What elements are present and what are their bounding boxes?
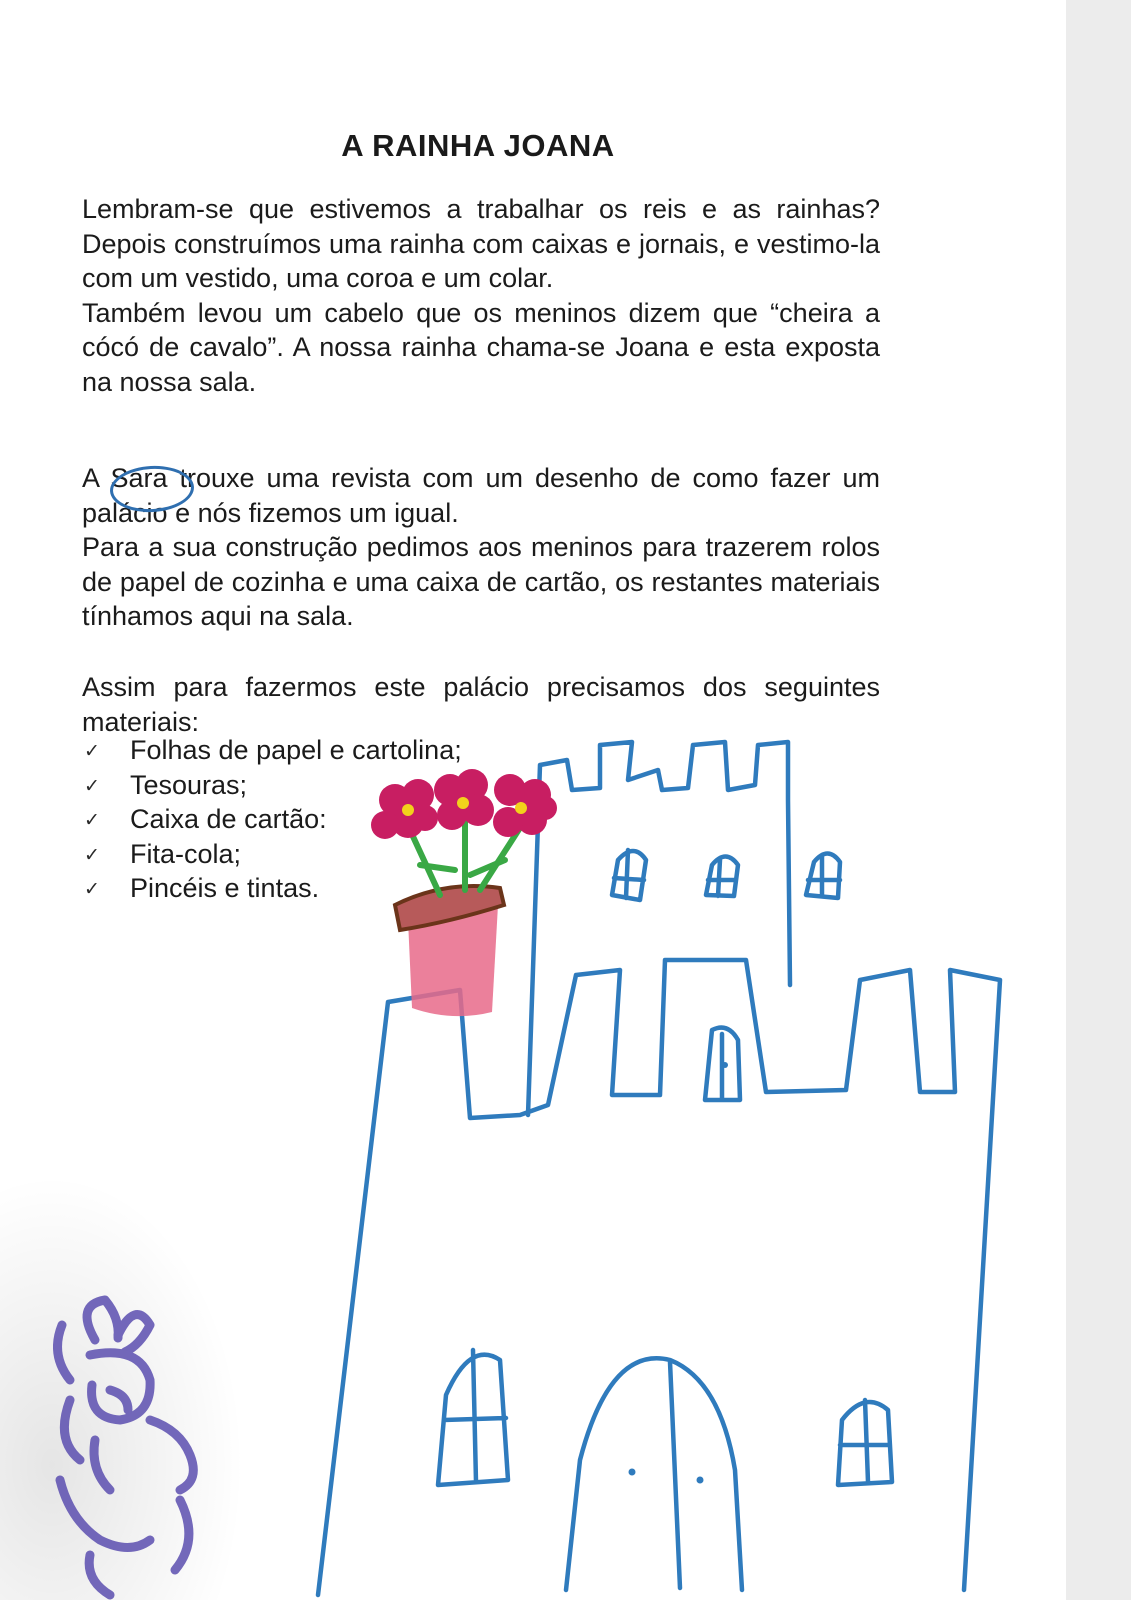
list-item-label: Pincéis e tintas. (130, 873, 320, 903)
main-keep-outline (318, 960, 1000, 1595)
flower-pot-drawing (371, 769, 557, 1016)
upper-window-left (612, 850, 646, 900)
check-icon: ✓ (84, 844, 100, 866)
lower-window-right (838, 1400, 892, 1485)
check-icon: ✓ (84, 810, 100, 831)
paragraph-palace-start: A (82, 463, 111, 493)
page-title-text: A RAINHA JOANA (341, 128, 615, 163)
list-item-label: Fita-cola; (130, 838, 242, 869)
door-knobs (629, 1062, 729, 1484)
list-item-label: Caixa de cartão: (130, 804, 327, 834)
highlighted-name: Sara (110, 463, 168, 493)
list-item-label: Folhas de papel e cartolina; (130, 735, 462, 765)
upper-window-right (806, 854, 840, 899)
check-icon: ✓ (84, 879, 100, 900)
upper-tower-outline (528, 742, 790, 1115)
paragraph-materials-intro: Assim para fazermos este palácio precisamos dos seguintes materiais: (82, 672, 880, 737)
castle-drawing (318, 742, 1000, 1595)
upper-window-mid (706, 857, 738, 897)
check-icon: ✓ (84, 775, 100, 797)
purple-figure-drawing (58, 1300, 194, 1595)
list-item-label: Tesouras; (130, 769, 248, 800)
check-icon: ✓ (84, 741, 100, 762)
main-door (566, 1358, 742, 1590)
paragraph-palace-rest: trouxe uma revista com um desenho de como fazer um palácio e nós fizemos um igual. Para a sua construção pedimos aos meninos para trazerem rolos de papel de cozinha e uma caixa de cartão, os restantes materiais tínhamos aqui na sala. (82, 463, 880, 631)
paragraph-intro: Lembram-se que estivemos a trabalhar os reis e as rainhas? Depois construímos uma rainha com caixas e jornais, e vestimo-la com um vestido, uma coroa e um colar. Também levou um cabelo que os meninos dizem que “cheira a cócó de cavalo”. A nossa rainha chama-se Joana e esta exposta na nossa sala. (82, 194, 880, 397)
lower-window-left (438, 1350, 508, 1485)
